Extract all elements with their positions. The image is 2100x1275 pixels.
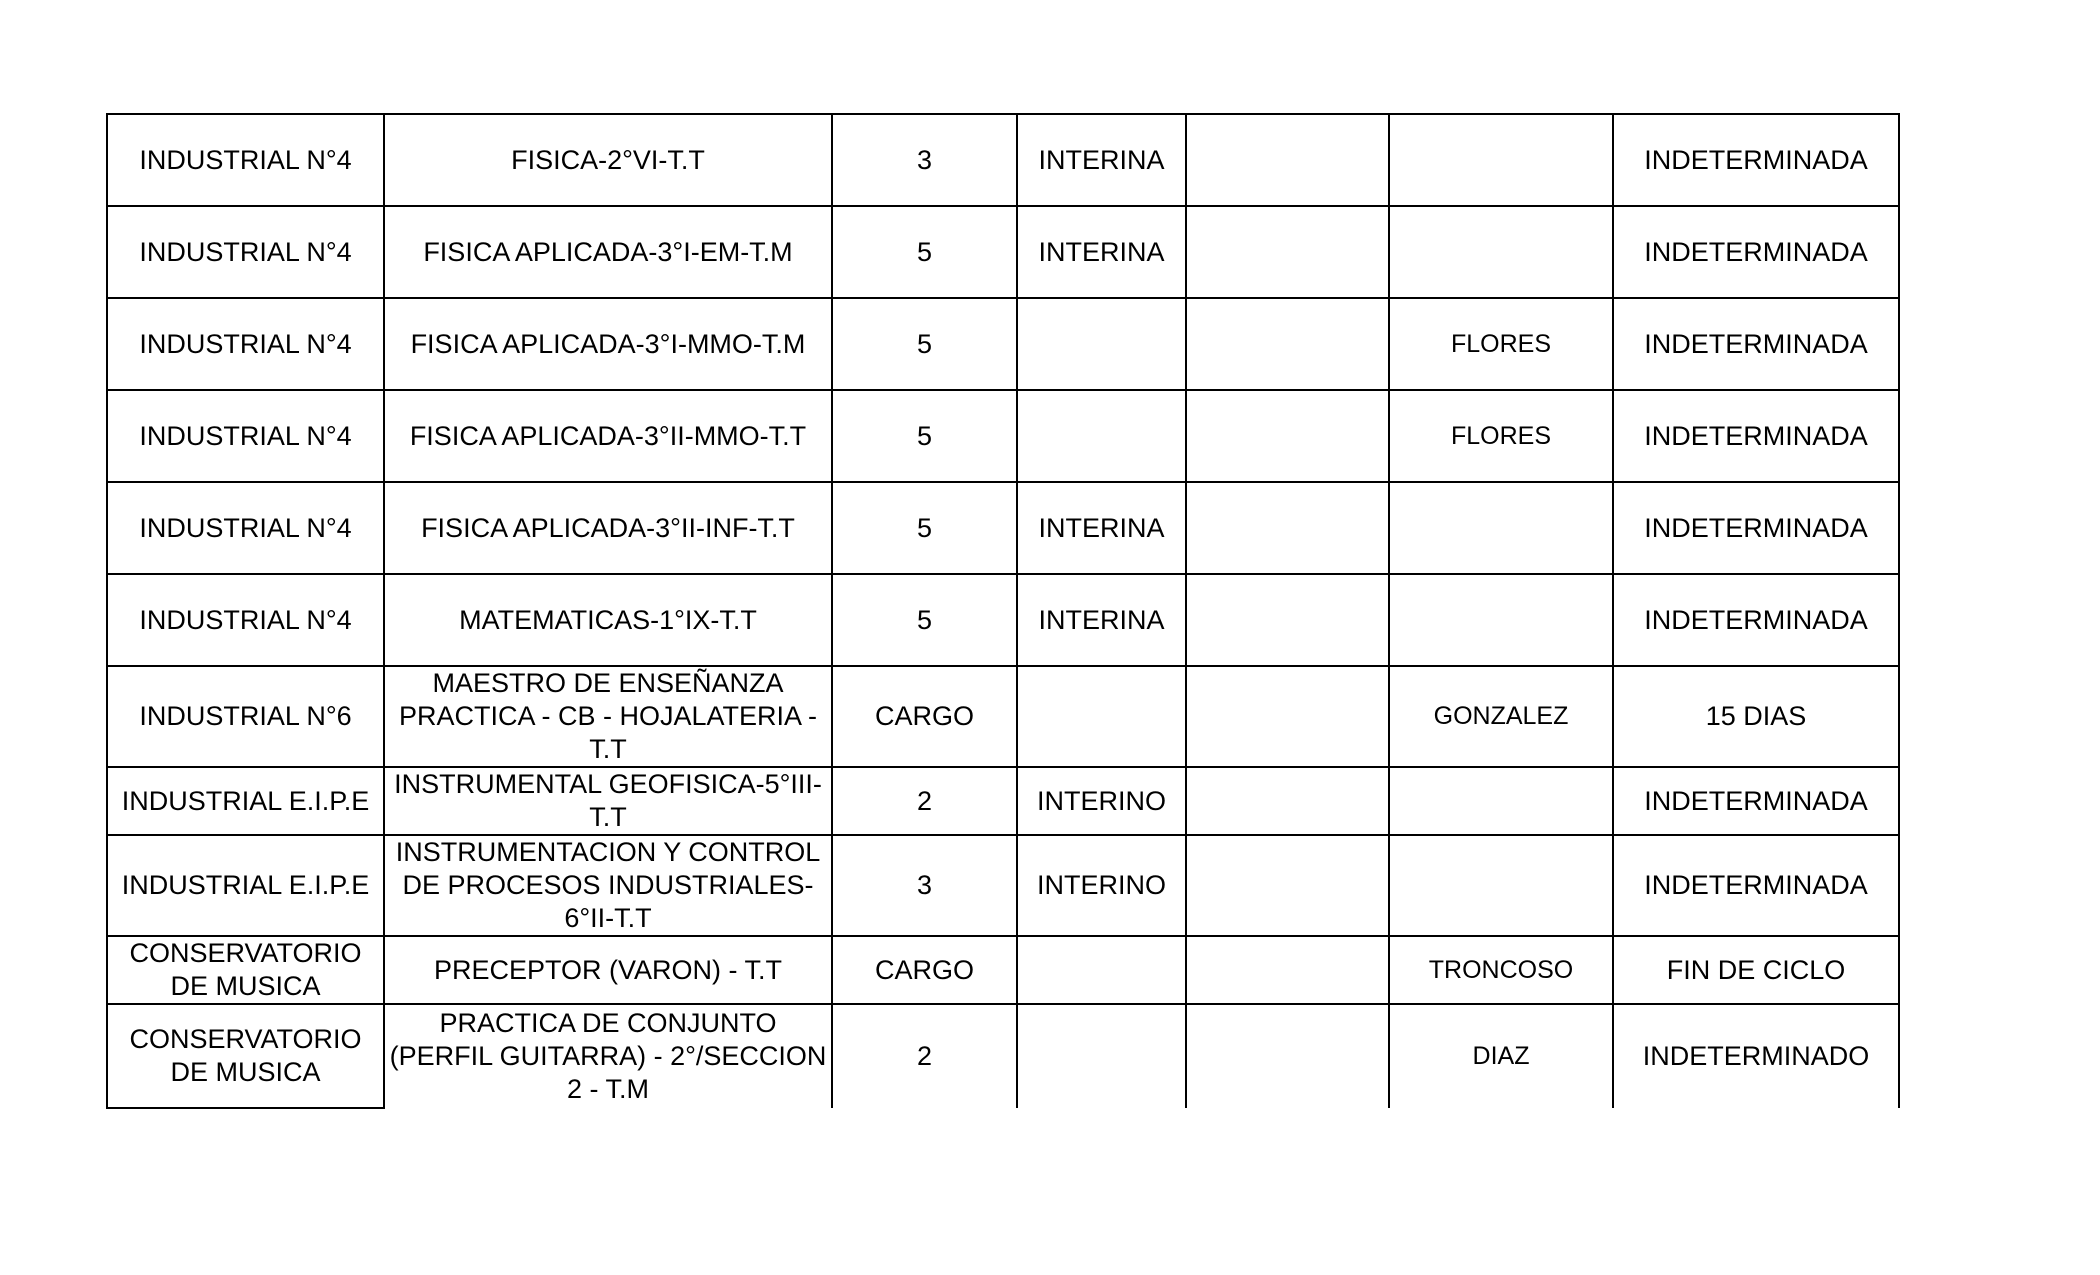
blank-cell xyxy=(1186,835,1389,936)
hours-cell: 5 xyxy=(832,390,1017,482)
subject-cell: PRECEPTOR (VARON) - T.T xyxy=(384,936,832,1004)
school-cell: INDUSTRIAL N°4 xyxy=(107,206,384,298)
school-cell: INDUSTRIAL E.I.P.E xyxy=(107,835,384,936)
status-cell: INTERINA xyxy=(1017,574,1186,666)
table-row xyxy=(107,936,1899,1004)
table-body xyxy=(107,114,1899,1108)
subject-cell: MATEMATICAS-1°IX-T.T xyxy=(384,574,832,666)
status-cell xyxy=(1017,390,1186,482)
blank-cell xyxy=(1186,574,1389,666)
duration-cell: INDETERMINADA xyxy=(1613,298,1899,390)
school-cell: CONSERVATORIO DE MUSICA xyxy=(107,936,384,1004)
name-cell xyxy=(1389,767,1613,835)
hours-cell: 5 xyxy=(832,206,1017,298)
blank-cell xyxy=(1186,114,1389,206)
name-cell: GONZALEZ xyxy=(1389,666,1613,767)
school-cell: INDUSTRIAL N°4 xyxy=(107,114,384,206)
status-cell: INTERINO xyxy=(1017,835,1186,936)
duration-cell: INDETERMINADA xyxy=(1613,835,1899,936)
school-cell: INDUSTRIAL N°4 xyxy=(107,390,384,482)
hours-cell: CARGO xyxy=(832,936,1017,1004)
duration-cell: 15 DIAS xyxy=(1613,666,1899,767)
hours-cell: 3 xyxy=(832,835,1017,936)
status-cell xyxy=(1017,666,1186,767)
name-cell xyxy=(1389,574,1613,666)
table-row xyxy=(107,206,1899,298)
table-row xyxy=(107,390,1899,482)
subject-cell: FISICA APLICADA-3°I-MMO-T.M xyxy=(384,298,832,390)
blank-cell xyxy=(1186,390,1389,482)
hours-cell: 2 xyxy=(832,1004,1017,1108)
name-cell: FLORES xyxy=(1389,298,1613,390)
hours-cell: 5 xyxy=(832,298,1017,390)
subject-cell: INSTRUMENTAL GEOFISICA-5°III-T.T xyxy=(384,767,832,835)
table-row xyxy=(107,1004,1899,1108)
name-cell: TRONCOSO xyxy=(1389,936,1613,1004)
duration-cell: INDETERMINADA xyxy=(1613,482,1899,574)
status-cell: INTERINO xyxy=(1017,767,1186,835)
status-cell: INTERINA xyxy=(1017,114,1186,206)
name-cell: DIAZ xyxy=(1389,1004,1613,1108)
duration-cell: INDETERMINADA xyxy=(1613,114,1899,206)
school-cell: CONSERVATORIO DE MUSICA xyxy=(107,1004,384,1108)
hours-cell: 5 xyxy=(832,482,1017,574)
duration-cell: INDETERMINADA xyxy=(1613,767,1899,835)
status-cell xyxy=(1017,1004,1186,1108)
vacancies-table xyxy=(106,113,1900,1109)
duration-cell: FIN DE CICLO xyxy=(1613,936,1899,1004)
hours-cell: 2 xyxy=(832,767,1017,835)
blank-cell xyxy=(1186,666,1389,767)
status-cell xyxy=(1017,936,1186,1004)
table-row xyxy=(107,482,1899,574)
table-row xyxy=(107,666,1899,767)
school-cell: INDUSTRIAL E.I.P.E xyxy=(107,767,384,835)
table-row xyxy=(107,298,1899,390)
school-cell: INDUSTRIAL N°4 xyxy=(107,298,384,390)
name-cell xyxy=(1389,482,1613,574)
subject-cell: FISICA APLICADA-3°II-MMO-T.T xyxy=(384,390,832,482)
hours-cell: 3 xyxy=(832,114,1017,206)
table-row xyxy=(107,574,1899,666)
subject-cell: INSTRUMENTACION Y CONTROL DE PROCESOS INDUSTRIALES-6°II-T.T xyxy=(384,835,832,936)
name-cell xyxy=(1389,114,1613,206)
blank-cell xyxy=(1186,936,1389,1004)
subject-cell: MAESTRO DE ENSEÑANZA PRACTICA - CB - HOJALATERIA - T.T xyxy=(384,666,832,767)
blank-cell xyxy=(1186,1004,1389,1108)
school-cell: INDUSTRIAL N°4 xyxy=(107,574,384,666)
duration-cell: INDETERMINADA xyxy=(1613,390,1899,482)
table-row xyxy=(107,767,1899,835)
name-cell xyxy=(1389,206,1613,298)
duration-cell: INDETERMINADA xyxy=(1613,206,1899,298)
status-cell: INTERINA xyxy=(1017,482,1186,574)
blank-cell xyxy=(1186,767,1389,835)
name-cell xyxy=(1389,835,1613,936)
blank-cell xyxy=(1186,482,1389,574)
subject-cell: PRACTICA DE CONJUNTO (PERFIL GUITARRA) - 2°/SECCION 2 - T.M xyxy=(384,1004,832,1108)
table-row xyxy=(107,114,1899,206)
school-cell: INDUSTRIAL N°6 xyxy=(107,666,384,767)
duration-cell: INDETERMINADO xyxy=(1613,1004,1899,1108)
subject-cell: FISICA APLICADA-3°II-INF-T.T xyxy=(384,482,832,574)
duration-cell: INDETERMINADA xyxy=(1613,574,1899,666)
table-row xyxy=(107,835,1899,936)
hours-cell: CARGO xyxy=(832,666,1017,767)
status-cell xyxy=(1017,298,1186,390)
subject-cell: FISICA APLICADA-3°I-EM-T.M xyxy=(384,206,832,298)
subject-cell: FISICA-2°VI-T.T xyxy=(384,114,832,206)
status-cell: INTERINA xyxy=(1017,206,1186,298)
name-cell: FLORES xyxy=(1389,390,1613,482)
school-cell: INDUSTRIAL N°4 xyxy=(107,482,384,574)
blank-cell xyxy=(1186,206,1389,298)
hours-cell: 5 xyxy=(832,574,1017,666)
blank-cell xyxy=(1186,298,1389,390)
